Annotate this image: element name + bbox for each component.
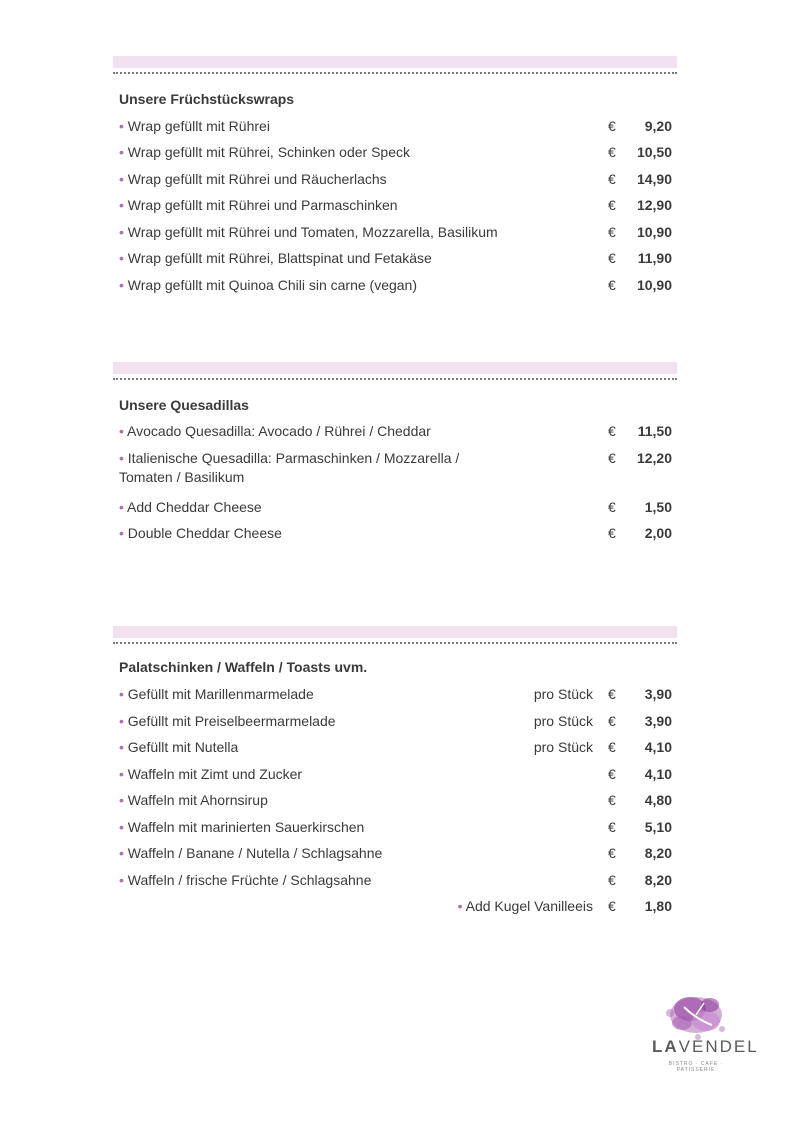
currency: €: [608, 845, 616, 861]
bullet-icon: •: [119, 766, 124, 782]
currency: €: [608, 224, 616, 240]
currency: €: [608, 898, 616, 914]
currency: €: [608, 819, 616, 835]
currency: €: [608, 171, 616, 187]
currency: €: [608, 739, 616, 755]
currency: €: [608, 450, 616, 466]
bullet-icon: •: [119, 686, 124, 702]
currency: €: [608, 144, 616, 160]
item-price: 8,20: [644, 845, 672, 861]
bullet-icon: •: [119, 450, 124, 466]
currency: €: [608, 792, 616, 808]
item-name: Add Cheddar Cheese: [127, 499, 262, 515]
bullet-icon: •: [119, 423, 124, 439]
item-price: 8,20: [644, 872, 672, 888]
item-price: 5,10: [644, 819, 672, 835]
item-name: Wrap gefüllt mit Rührei und Parmaschinken: [127, 197, 398, 213]
section-title: Unsere Früchstückswraps: [119, 91, 295, 107]
item-name: Gefüllt mit Nutella: [127, 739, 239, 755]
bullet-icon: •: [119, 713, 124, 729]
item-name: Wrap gefüllt mit Rührei und Tomaten, Mozzarella, Basilikum: [127, 224, 498, 240]
item-name: Waffeln / Banane / Nutella / Schlagsahne: [127, 845, 383, 861]
section-divider-band: [113, 362, 677, 374]
item-price: 10,90: [636, 224, 672, 240]
item-price: 4,10: [644, 766, 672, 782]
currency: €: [608, 250, 616, 266]
bullet-icon: •: [119, 144, 124, 160]
bullet-icon: •: [119, 224, 124, 240]
item-name: Wrap gefüllt mit Rührei und Räucherlachs: [127, 171, 387, 187]
currency: €: [608, 423, 616, 439]
item-price: 3,90: [644, 686, 672, 702]
item-name: Gefüllt mit Marillenmarmelade: [127, 686, 314, 702]
item-price: 1,50: [644, 499, 672, 515]
bullet-icon: •: [119, 739, 124, 755]
item-price: 12,20: [636, 450, 672, 466]
item-price: 4,10: [644, 739, 672, 755]
item-name: Waffeln mit marinierten Sauerkirschen: [127, 819, 365, 835]
item-price: 10,50: [636, 144, 672, 160]
bullet-icon: •: [119, 499, 124, 515]
bullet-icon: •: [119, 872, 124, 888]
item-price: 10,90: [636, 277, 672, 293]
item-name: Add Kugel Vanilleeis: [465, 898, 593, 914]
section-title: Unsere Quesadillas: [119, 397, 249, 413]
bullet-icon: •: [119, 792, 124, 808]
item-price: 14,90: [636, 171, 672, 187]
bullet-icon: •: [119, 118, 124, 134]
item-price: 11,50: [637, 423, 672, 439]
item-price: 2,00: [644, 525, 672, 541]
currency: €: [608, 277, 616, 293]
currency: €: [608, 686, 616, 702]
section-divider-dots: [113, 378, 677, 380]
item-name: Avocado Quesadilla: Avocado / Rührei / Cheddar: [127, 423, 431, 439]
lavendel-logo-mark: [648, 966, 744, 1074]
section-divider-band: [113, 56, 677, 68]
item-name: Gefüllt mit Preiselbeermarmelade: [127, 713, 336, 729]
item-name: Waffeln / frische Früchte / Schlagsahne: [127, 872, 372, 888]
currency: €: [608, 499, 616, 515]
item-name: Wrap gefüllt mit Rührei, Blattspinat und Fetakäse: [127, 250, 432, 266]
bullet-icon: •: [457, 898, 463, 914]
bullet-icon: •: [119, 845, 124, 861]
item-name: Wrap gefüllt mit Quinoa Chili sin carne (vegan): [127, 277, 417, 293]
currency: €: [608, 118, 616, 134]
item-unit: pro Stück: [533, 713, 593, 729]
item-price: 4,80: [644, 792, 672, 808]
item-price: 1,80: [644, 898, 672, 914]
wordmark-bold: LA: [652, 1037, 679, 1056]
section-divider-dots: [113, 642, 677, 644]
item-price: 12,90: [636, 197, 672, 213]
item-unit: pro Stück: [533, 686, 593, 702]
section-title: Palatschinken / Waffeln / Toasts uvm.: [119, 659, 368, 675]
item-name: Italienische Quesadilla: Parmaschinken / Mozzarella / Tomaten / Basilikum: [119, 450, 460, 485]
item-unit: pro Stück: [533, 739, 593, 755]
section-divider-band: [113, 626, 677, 638]
currency: €: [608, 525, 616, 541]
item-name: Waffeln mit Zimt und Zucker: [127, 766, 303, 782]
bullet-icon: •: [119, 819, 124, 835]
item-name: Double Cheddar Cheese: [127, 525, 282, 541]
item-name: Wrap gefüllt mit Rührei: [127, 118, 270, 134]
bullet-icon: •: [119, 171, 124, 187]
bullet-icon: •: [119, 525, 124, 541]
item-price: 11,90: [637, 250, 672, 266]
section-divider-dots: [113, 72, 677, 74]
bullet-icon: •: [119, 197, 124, 213]
lavendel-tagline: BISTRO · CAFE · PATISSERIE: [668, 1061, 724, 1073]
wordmark-rest: VENDEL: [678, 1037, 759, 1056]
item-name: Waffeln mit Ahornsirup: [127, 792, 268, 808]
currency: €: [608, 713, 616, 729]
bullet-icon: •: [119, 250, 124, 266]
bullet-icon: •: [119, 277, 124, 293]
currency: €: [608, 766, 616, 782]
lavendel-wordmark: [652, 1037, 759, 1057]
item-price: 3,90: [644, 713, 672, 729]
currency: €: [608, 872, 616, 888]
item-name: Wrap gefüllt mit Rührei, Schinken oder Speck: [127, 144, 411, 160]
item-price: 9,20: [644, 118, 672, 134]
currency: €: [608, 197, 616, 213]
